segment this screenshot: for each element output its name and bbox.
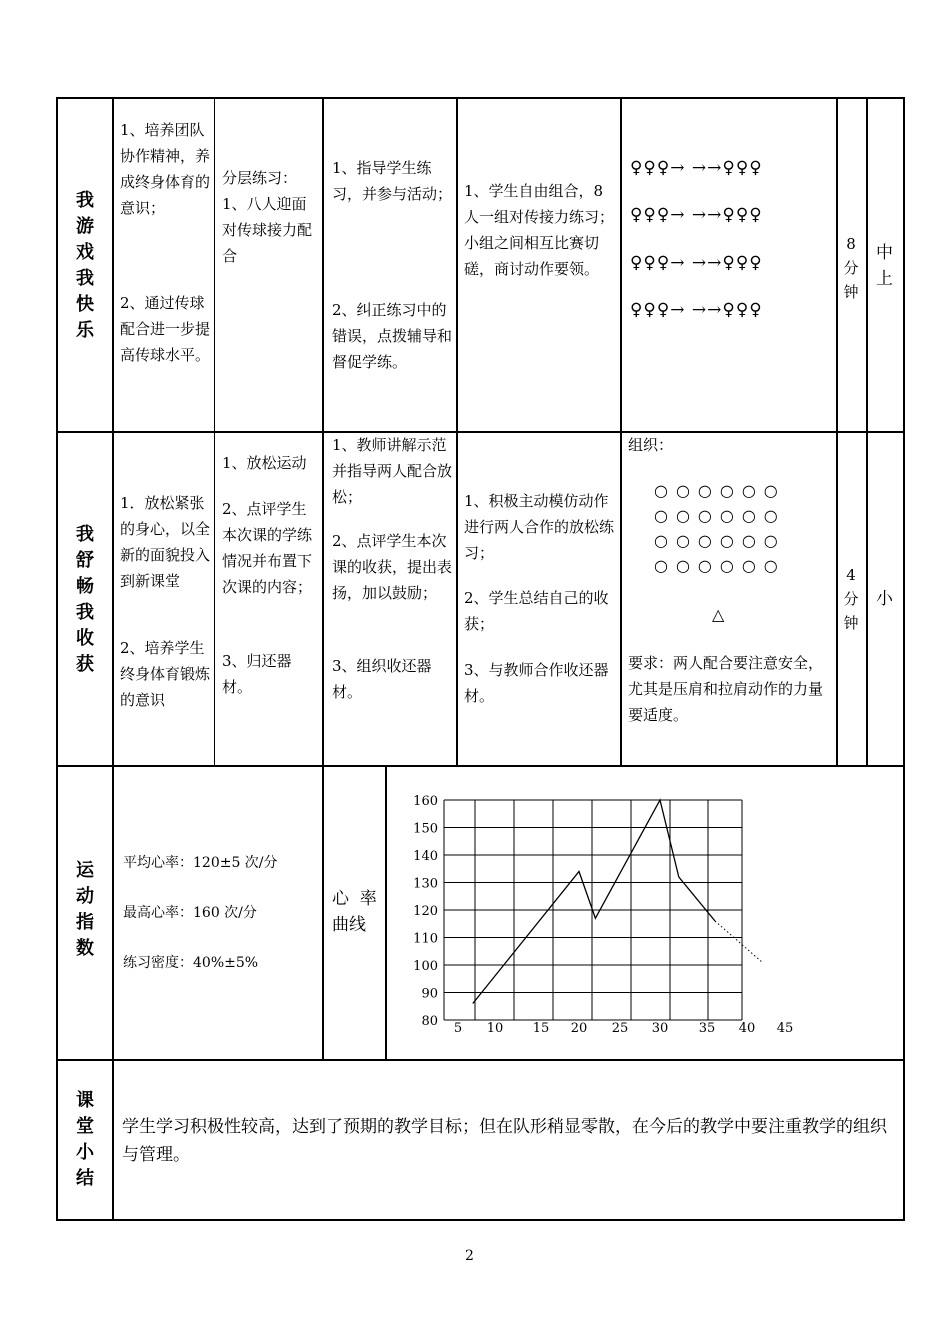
col-divider bbox=[620, 97, 622, 765]
section-title-summary: 课堂小结 bbox=[76, 1090, 94, 1189]
teacher-demo: 1、教师讲解示范并指导两人配合放松； bbox=[332, 436, 453, 506]
lesson-summary: 学生学习积极性较高，达到了预期的教学目标；但在队形稍显零散，在今后的教学中要注重教学的组织与管理。 bbox=[122, 1117, 887, 1165]
max-heart-rate: 最高心率：160 次/分 bbox=[123, 905, 257, 921]
time-duration: 4 分 钟 bbox=[843, 566, 859, 632]
heart-rate-line-dotted bbox=[715, 921, 762, 962]
y-tick-label: 110 bbox=[413, 931, 438, 947]
col-divider bbox=[866, 97, 868, 765]
y-tick-label: 100 bbox=[413, 959, 438, 974]
table-border-left bbox=[56, 97, 58, 1221]
col-divider bbox=[836, 97, 838, 765]
table-border-right bbox=[903, 97, 905, 1221]
heart-rate-curve-label: 心 率 曲线 bbox=[332, 889, 377, 935]
goal-relax: 1．放松紧张的身心，以全新的面貌投入到新课堂 bbox=[120, 494, 211, 590]
heart-rate-chart bbox=[387, 767, 901, 1057]
x-tick-label: 40 bbox=[738, 1021, 756, 1036]
practice-density: 练习密度：40%±5% bbox=[123, 955, 259, 971]
heart-rate-line bbox=[473, 800, 715, 1004]
formation-row: ♀♀♀→ →→♀♀♀ bbox=[630, 205, 763, 225]
teacher-correct: 2、纠正练习中的错误，点拨辅导和督促学练。 bbox=[332, 301, 453, 371]
table-border-top bbox=[56, 97, 905, 99]
x-tick-label: 20 bbox=[570, 1021, 588, 1036]
x-tick-label: 25 bbox=[611, 1021, 629, 1036]
avg-heart-rate: 平均心率：120±5 次/分 bbox=[123, 855, 278, 871]
col-divider bbox=[322, 765, 324, 1059]
y-tick-label: 90 bbox=[421, 986, 438, 1002]
intensity-level: 中上 bbox=[876, 243, 893, 289]
formation-row: ♀♀♀→ →→♀♀♀ bbox=[630, 253, 763, 273]
goal-passing: 2、通过传球配合进一步提高传球水平。 bbox=[120, 294, 211, 364]
teacher-guide: 1、指导学生练习，并参与活动； bbox=[332, 159, 453, 203]
y-tick-label: 160 bbox=[413, 794, 438, 809]
x-tick-label: 30 bbox=[651, 1021, 669, 1036]
teacher-triangle-icon: △ bbox=[712, 605, 725, 624]
goal-teamwork: 1、培养团队协作精神，养成终身体育的意识； bbox=[120, 121, 211, 217]
content-relax: 1、放松运动 bbox=[222, 454, 307, 472]
content-practice: 分层练习： 1、八人迎面对传球接力配合 bbox=[222, 169, 313, 265]
section-title-game: 我游戏我快乐 bbox=[76, 190, 94, 341]
x-tick-label: 10 bbox=[486, 1021, 504, 1036]
org-label: 组织： bbox=[628, 436, 674, 454]
circle-row: ○○○○○○ bbox=[654, 481, 786, 500]
circle-row: ○○○○○○ bbox=[654, 506, 786, 525]
formation-row: ♀♀♀→ →→♀♀♀ bbox=[630, 300, 763, 320]
teacher-review: 2、点评学生本次课的收获，提出表扬，加以鼓励； bbox=[332, 532, 453, 602]
page-number: 2 bbox=[465, 1248, 474, 1264]
x-tick-label: 15 bbox=[532, 1021, 550, 1036]
row-divider bbox=[56, 1059, 905, 1061]
section-title-relax: 我舒畅我收获 bbox=[76, 524, 94, 675]
goal-lifelong: 2、培养学生终身体育锻炼的意识 bbox=[120, 639, 211, 709]
y-tick-label: 150 bbox=[413, 821, 438, 837]
section-title-index: 运动指数 bbox=[76, 860, 94, 959]
student-imitate: 1、积极主动模仿动作进行两人合作的放松练习； bbox=[464, 492, 615, 562]
table-border-bottom bbox=[56, 1219, 905, 1221]
col-divider bbox=[112, 97, 114, 1221]
y-tick-label: 120 bbox=[413, 904, 438, 919]
circle-row: ○○○○○○ bbox=[654, 556, 786, 575]
y-tick-label: 130 bbox=[413, 876, 438, 892]
teacher-collect: 3、组织收还器材。 bbox=[332, 657, 432, 701]
content-return: 3、归还器材。 bbox=[222, 652, 292, 696]
intensity-level: 小 bbox=[876, 589, 893, 609]
formation-row: ♀♀♀→ →→♀♀♀ bbox=[630, 158, 763, 178]
student-summary: 2、学生总结自己的收获； bbox=[464, 589, 609, 633]
requirement-note: 要求：两人配合要注意安全，尤其是压肩和拉肩动作的力量要适度。 bbox=[628, 654, 824, 724]
content-review: 2、点评学生本次课的学练情况并布置下次课的内容； bbox=[222, 500, 313, 596]
x-tick-label: 5 bbox=[453, 1021, 463, 1036]
y-tick-label: 140 bbox=[413, 849, 438, 864]
time-duration: 8 分 钟 bbox=[843, 235, 859, 301]
x-tick-label: 35 bbox=[698, 1021, 716, 1036]
student-practice: 1、学生自由组合，8人一组对传接力练习；小组之间相互比赛切磋，商讨动作要领。 bbox=[464, 182, 615, 278]
col-divider bbox=[214, 97, 215, 765]
y-tick-label: 80 bbox=[421, 1014, 438, 1029]
student-collect: 3、与教师合作收还器材。 bbox=[464, 661, 609, 705]
x-tick-label: 45 bbox=[776, 1021, 794, 1036]
col-divider bbox=[322, 97, 324, 765]
col-divider bbox=[456, 97, 458, 765]
circle-row: ○○○○○○ bbox=[654, 531, 786, 550]
